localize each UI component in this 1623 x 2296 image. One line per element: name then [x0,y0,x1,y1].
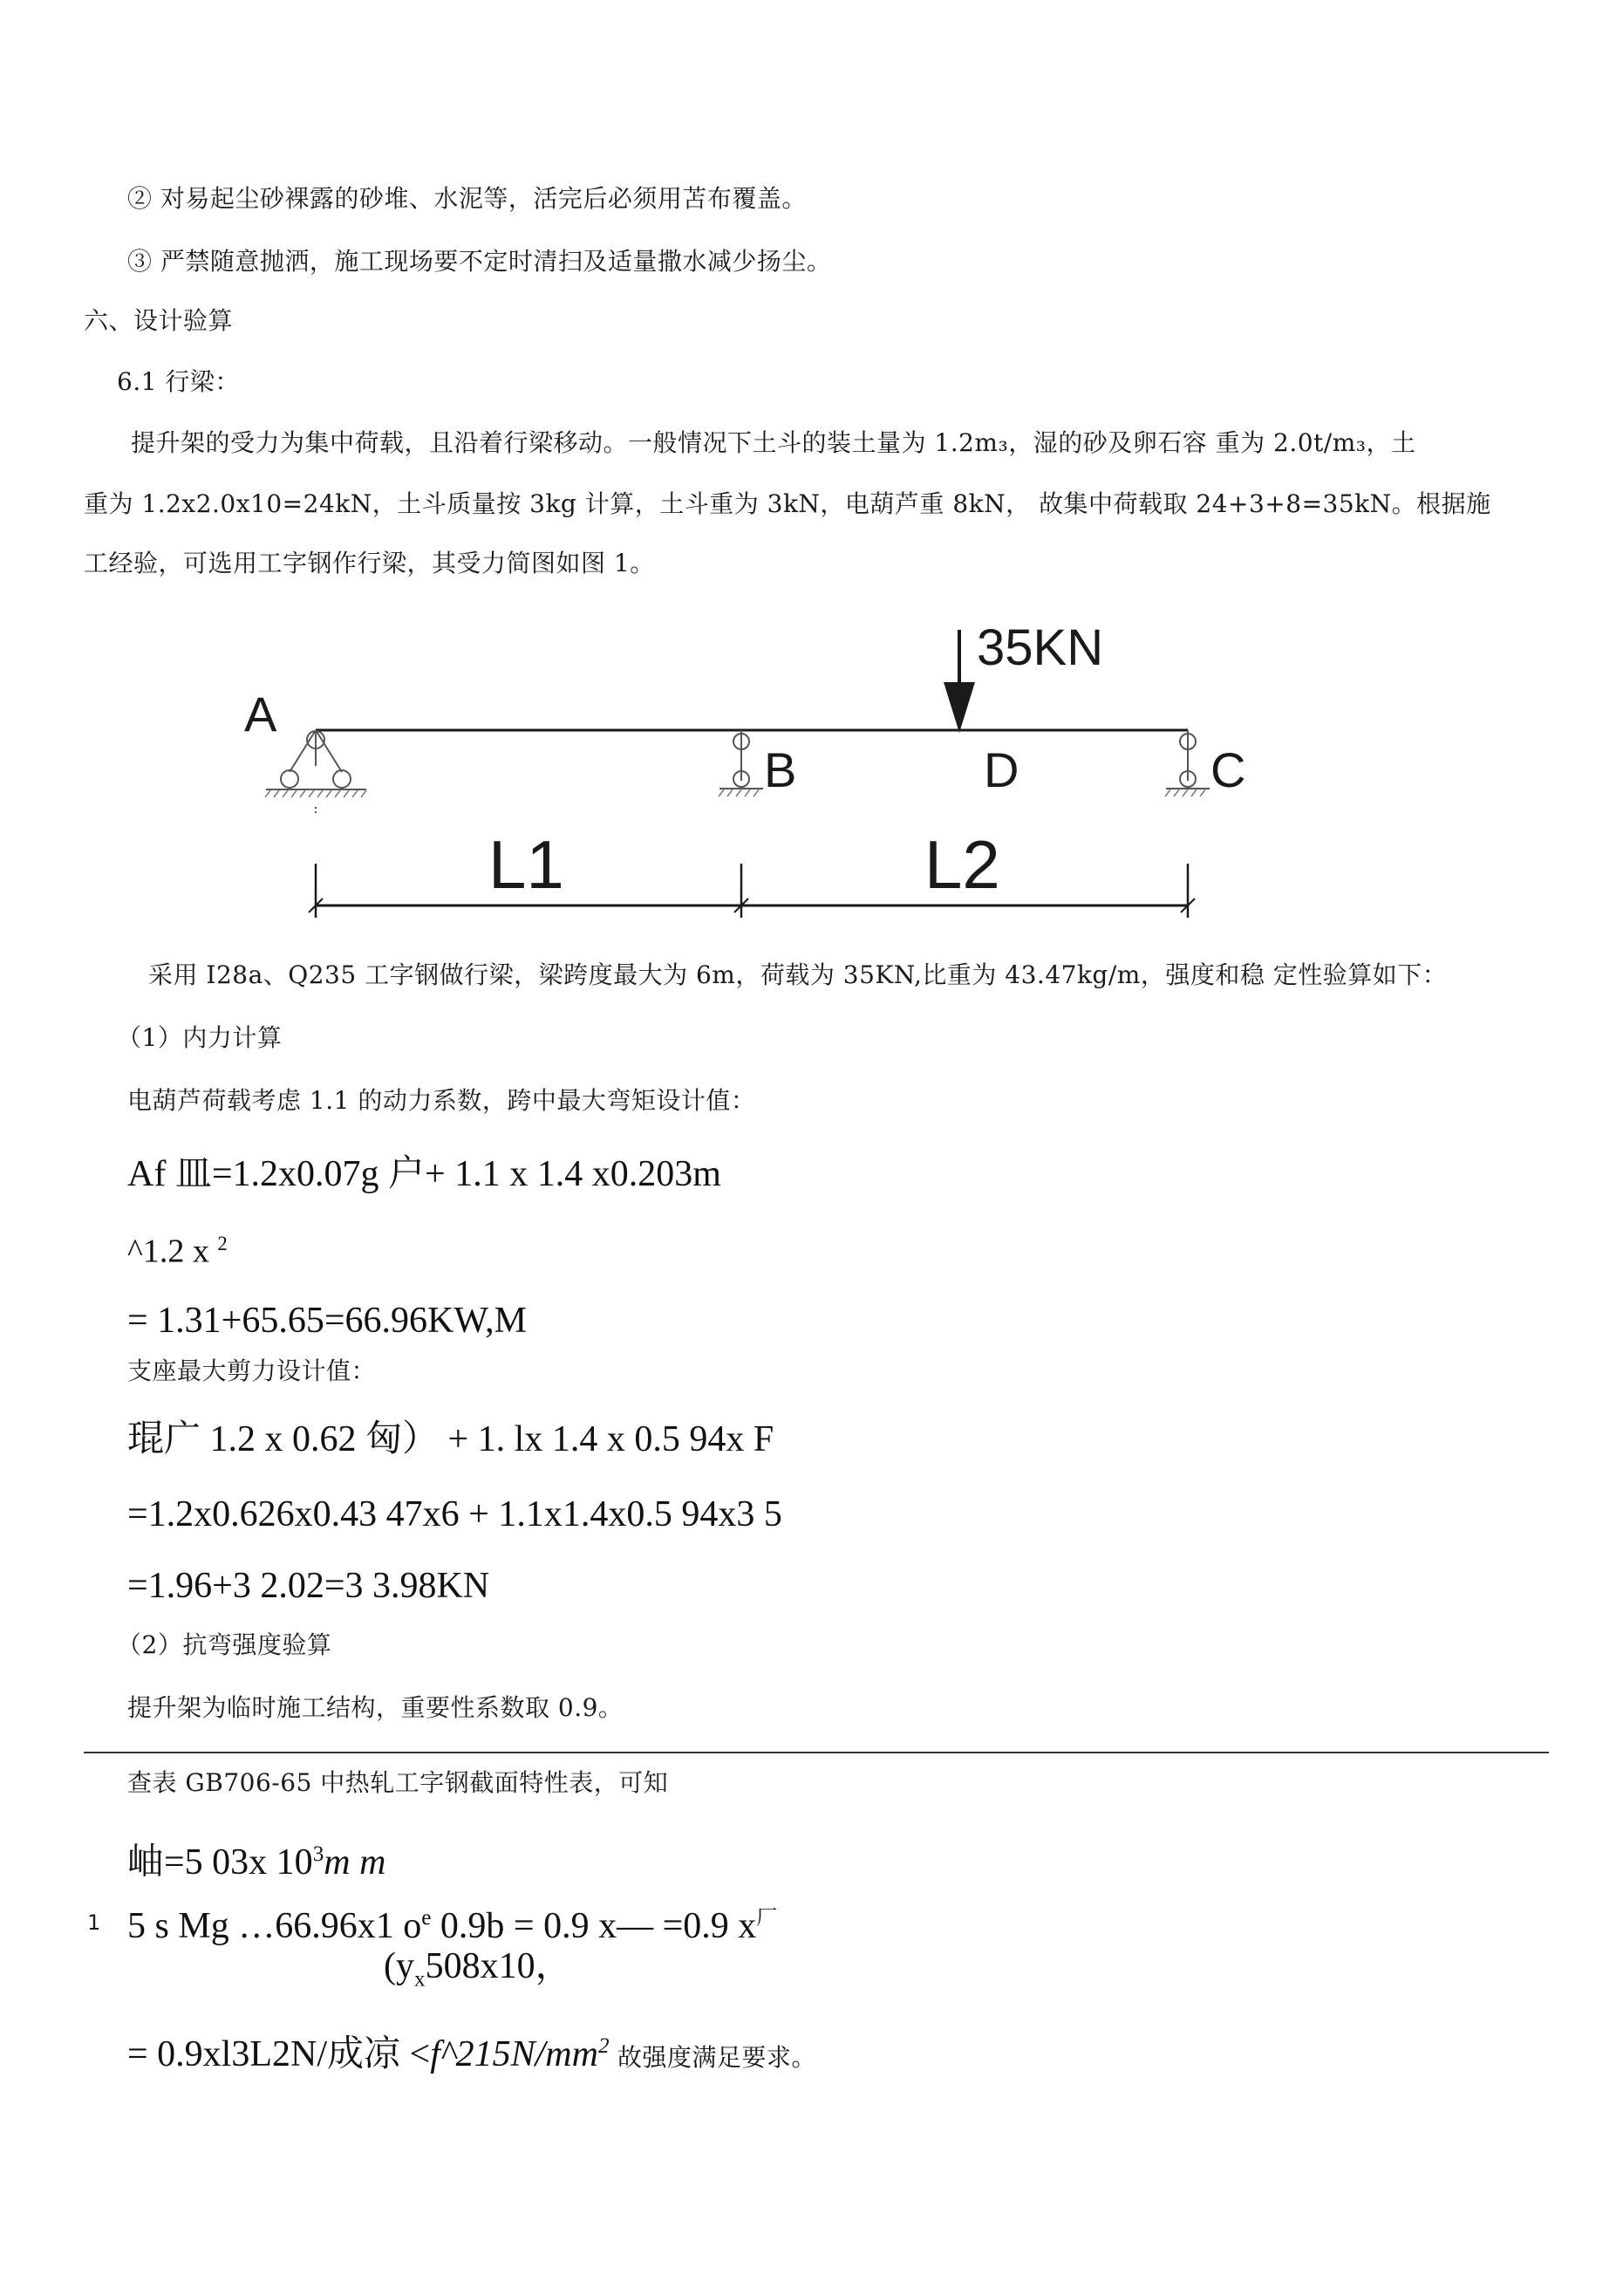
equation-shear-result: =1.96+3 2.02=3 3.98KN [127,1566,490,1606]
heading-internal-force: （1）内力计算 [117,1023,283,1052]
point-a-label: A [244,687,277,741]
beam-force-diagram [235,611,1282,933]
equation-shear-substituted: =1.2x0.626x0.43 47x6 + 1.1x1.4x0.5 94x3 5 [127,1494,782,1534]
shear-intro-text: 支座最大剪力设计值： [127,1356,377,1385]
load-label: 35KN [977,619,1104,676]
paragraph-1-line-3: 工经验，可选用工字钢作行梁，其受力简图如图 1。 [84,549,655,577]
importance-factor-text: 提升架为临时施工结构，重要性系数取 0.9。 [127,1693,624,1722]
equation-number: 1 [87,1910,101,1935]
support-a-icon [265,730,366,813]
equation-shear: 琨广 1.2 x 0.62 匈） + 1. lx 1.4 x 0.5 94x F [127,1419,774,1459]
equation-moment-result: = 1.31+65.65=66.96KW,M [127,1301,528,1341]
point-c-label: C [1210,742,1246,797]
paragraph-2: 采用 I28a、Q235 工字钢做行梁，梁跨度最大为 6m，荷载为 35KN,比重为 43.47kg/m，强度和稳 定性验算如下： [148,960,1448,989]
equation-strength-check: = 0.9xl3L2N/成凉 $<f\^{}215N/mm^2$ 故强度满足要求。 [127,2034,816,2074]
subsection-6-1-heading: 6.1 行梁： [117,367,240,396]
support-b-icon [719,730,763,796]
support-c-icon [1165,730,1210,796]
item-2-text: ② 对易起尘砂裸露的砂堆、水泥等，活完后必须用苫布覆盖。 [127,184,807,213]
load-arrow-icon [944,630,975,733]
paragraph-1-line-2: 重为 1.2x2.0x10=24kN，土斗质量按 3kg 计算，土斗重为 3kN，电葫芦重 8kN， 故集中荷载取 24+3+8=35kN。根据施 [84,489,1491,518]
moment-intro-text: 电葫芦荷载考虑 1.1 的动力系数，跨中最大弯矩设计值： [127,1086,756,1115]
equation-stress-denominator: ($y_x508x10$， [384,1946,572,1992]
equation-moment-continued: ^1.2 x $^2$ [127,1233,228,1270]
dimension-line [309,864,1195,918]
equation-moment: Af 皿=1.2x0.07g 户+ 1.1 x 1.4 x0.203m [127,1154,721,1194]
point-b-label: B [764,742,797,797]
span-l1-label: L1 [488,826,564,903]
point-d-label: D [984,742,1019,797]
table-reference-text: 查表 GB706-65 中热轧工字钢截面特性表，可知 [127,1768,669,1797]
equation-stress: 5 s Mg …66.96x1 $o^e$ 0.9b = 0.9 x— =0.9 $x^厂$ [127,1905,778,1946]
heading-bending-strength: （2）抗弯强度验算 [117,1630,332,1659]
horizontal-divider [84,1752,1549,1753]
equation-section-modulus: 岫=5 03x $10^3m$ m [127,1842,386,1883]
item-3-text: ③ 严禁随意抛洒，施工现场要不定时清扫及适量撒水减少扬尘。 [127,247,832,276]
section-6-heading: 六、设计验算 [84,306,234,335]
paragraph-1-line-1: 提升架的受力为集中荷载，且沿着行梁移动。一般情况下土斗的装土量为 1.2m₃，湿的砂及卵石容 重为 2.0t/m₃，土 [131,428,1416,457]
span-l2-label: L2 [924,826,1000,903]
